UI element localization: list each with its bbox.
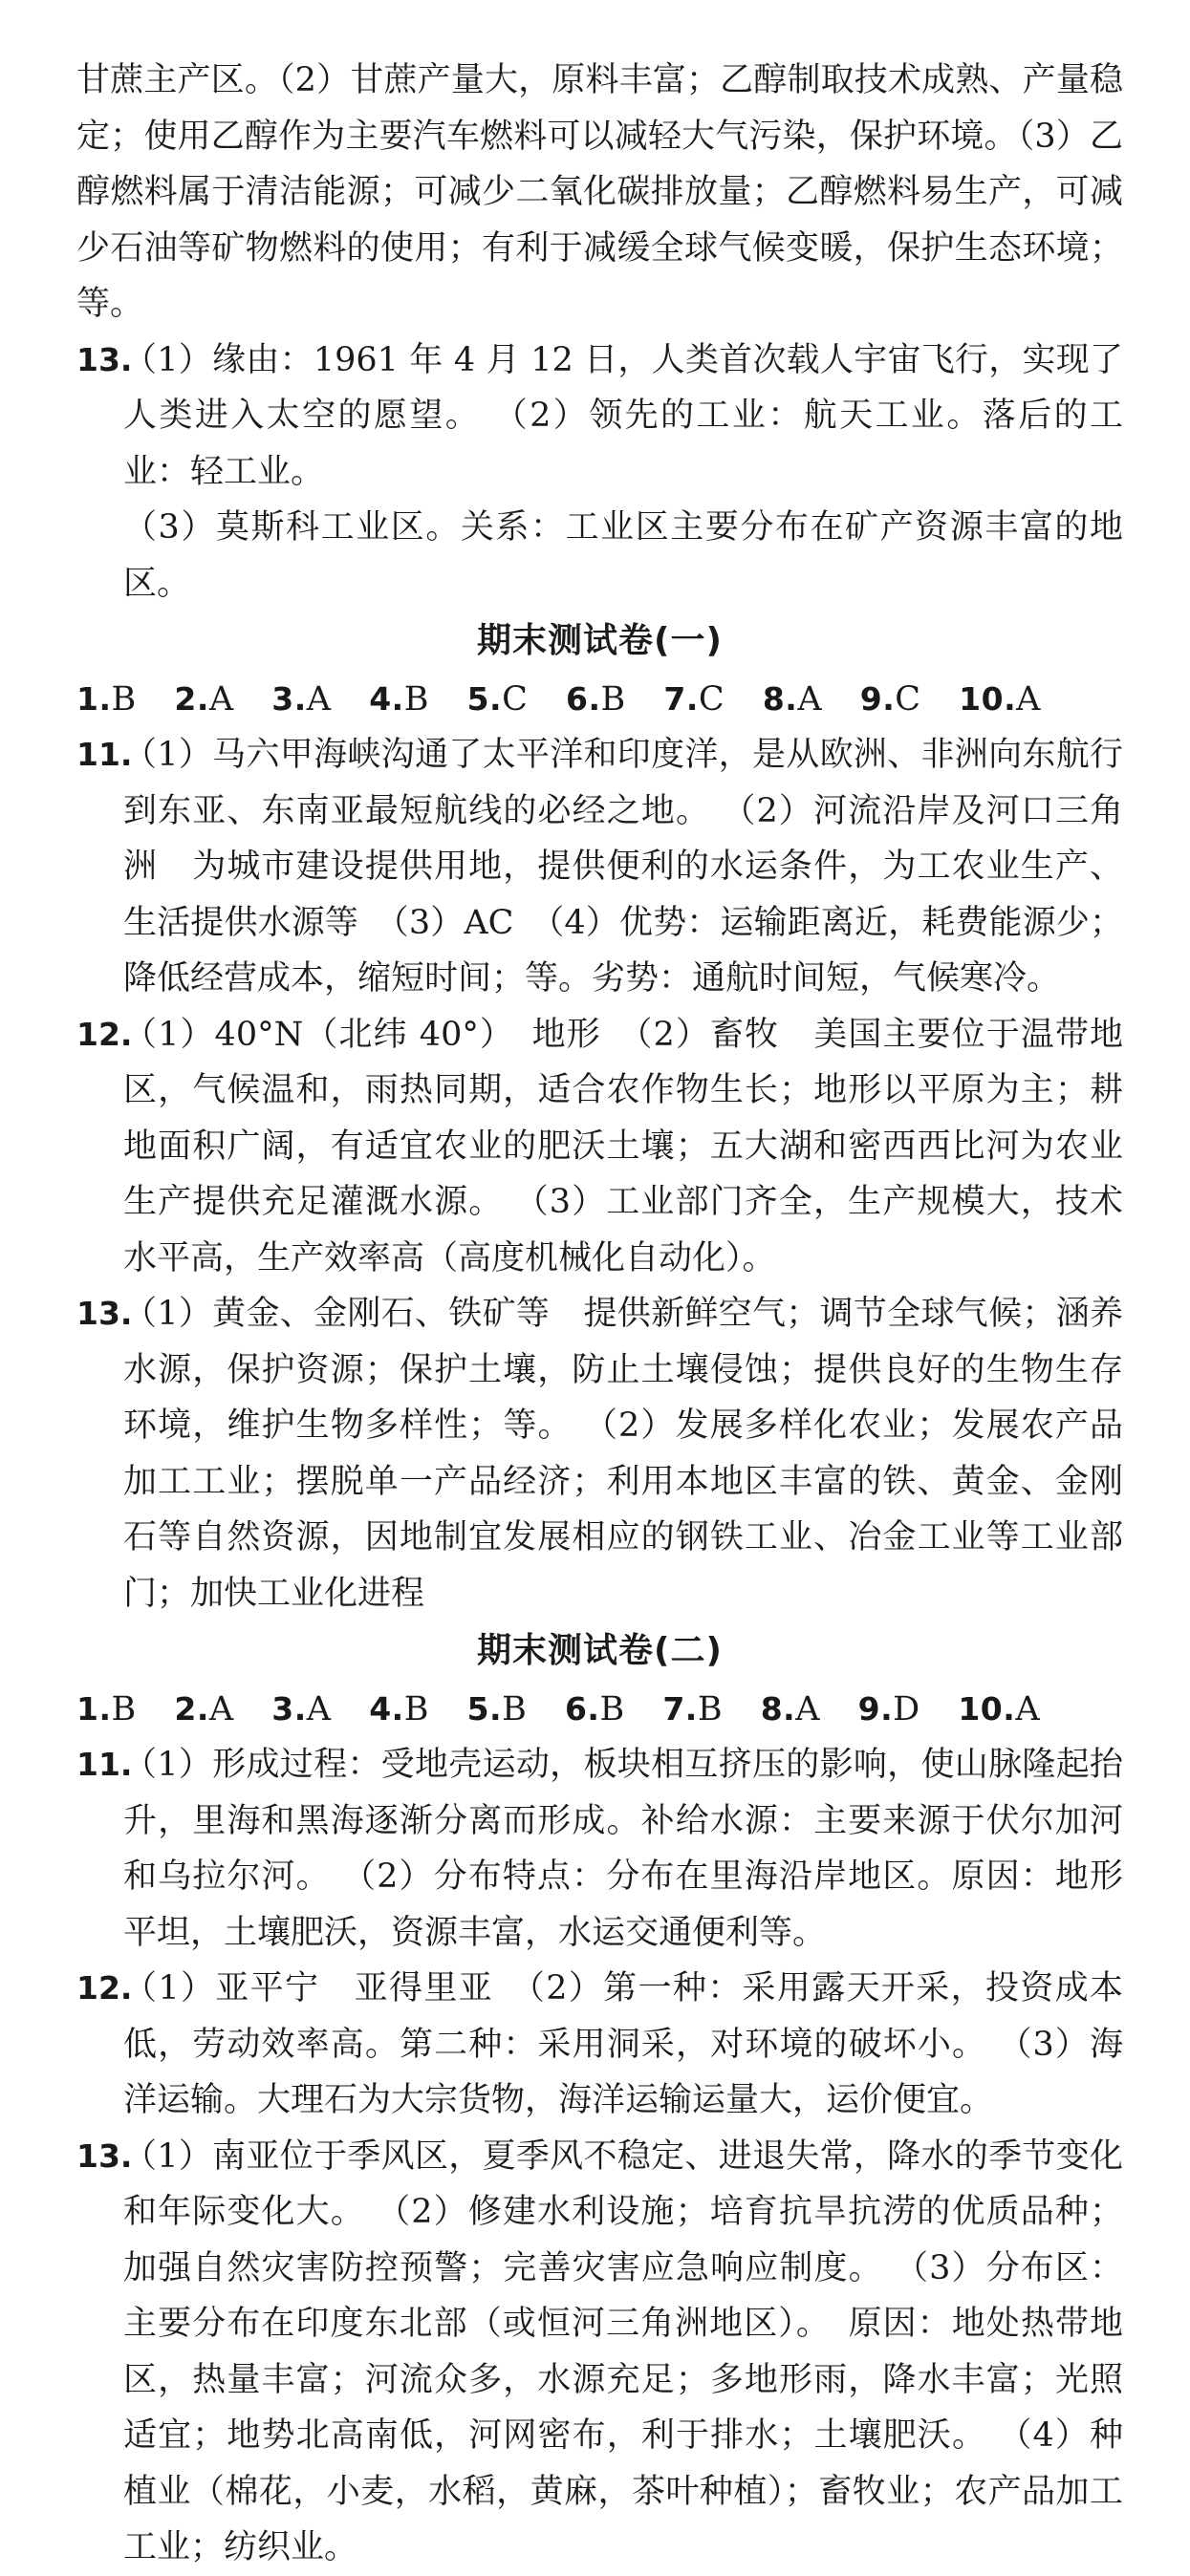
mcq-answers-exam-1 <box>76 672 1123 728</box>
top-continuation-paragraph <box>76 53 1123 333</box>
mcq-answer: 7.B <box>662 1689 724 1728</box>
exam-1-question-12 <box>76 1007 1123 1287</box>
mcq-answer: 1.B <box>76 1689 137 1728</box>
mcq-answer: 7.C <box>663 679 725 719</box>
exam-1-question-13 <box>76 1286 1123 1621</box>
answer-text: （1）马六甲海峡沟通了太平洋和印度洋，是从欧洲、非洲向东航行到东亚、东南亚最短航线的必经之地。 （2）河流沿岸及河口三角洲 为城市建设提供用地，提供便利的水运条件，为工农业生产、生活提供水源等 （3）AC （4）优势：运输距离近，耗费能源少；降低经营成本，缩短时间；等。劣势：通航时间短，气候寒冷。 <box>123 736 1123 998</box>
mcq-answer: 2.A <box>174 679 234 719</box>
mcq-answer: 5.C <box>466 679 529 719</box>
mcq-answer: 3.A <box>271 679 332 719</box>
mcq-answer: 9.D <box>857 1689 920 1728</box>
exam-1-question-11 <box>76 727 1123 1007</box>
continuation-text: 甘蔗主产区。（2）甘蔗产量大，原料丰富；乙醇制取技术成熟、产量稳定；使用乙醇作为主要汽车燃料可以减轻大气污染，保护环境。（3）乙醇燃料属于清洁能源；可减少二氧化碳排放量；乙醇燃料易生产，可减少石油等矿物燃料的使用；有利于减缓全球气候变暖，保护生态环境；等。 <box>76 61 1123 323</box>
question-number: 11. <box>76 1746 133 1783</box>
mcq-answer: 6.B <box>564 1689 625 1728</box>
mcq-answer: 1.B <box>76 679 137 719</box>
mcq-answer: 10.A <box>958 1689 1041 1728</box>
question-number: 12. <box>76 1015 133 1053</box>
exam-2-question-11 <box>76 1737 1123 1961</box>
exam-2-question-12 <box>76 1961 1123 2129</box>
mcq-answer: 4.B <box>369 1689 429 1728</box>
answer-text: （1）黄金、金刚石、铁矿等 提供新鲜空气；调节全球气候；涵养水源，保护资源；保护土壤，防止土壤侵蚀；提供良好的生物生存环境，维护生物多样性；等。 （2）发展多样化农业；发展农产品加工工业；摆脱单一产品经济；利用本地区丰富的铁、黄金、金刚石等自然资源，因地制宜发展相应的钢铁工业、冶金工业等工业部门；加快工业化进程 <box>123 1295 1123 1613</box>
mcq-answers-exam-2 <box>76 1682 1123 1738</box>
exam-2-question-13 <box>76 2129 1123 2576</box>
answer-text: （1）南亚位于季风区，夏季风不稳定、进退失常，降水的季节变化和年际变化大。 （2）修建水利设施；培育抗旱抗涝的优质品种；加强自然灾害防控预警；完善灾害应急响应制度。 （3）分布区：主要分布在印度东北部（或恒河三角洲地区）。 原因：地处热带地区，热量丰富；河流众多，水源充足；多地形雨，降水丰富；光照适宜；地势北高南低，河网密布，利于排水；土壤肥沃。 （4）种植业（棉花，小麦，水稻，黄麻，茶叶种植）；畜牧业；农产品加工工业；纺织业。 <box>123 2136 1123 2566</box>
mcq-answer: 8.A <box>760 1689 820 1728</box>
mcq-answer: 6.B <box>566 679 626 719</box>
answer-text: （1）40°N（北纬 40°） 地形 （2）畜牧 美国主要位于温带地区，气候温和，雨热同期，适合农作物生长；地形以平原为主；耕地面积广阔，有适宜农业的肥沃土壤；五大湖和密西西比河为农业生产提供充足灌溉水源。 （3）工业部门齐全，生产规模大，技术水平高，生产效率高（高度机械化自动化）。 <box>123 1015 1123 1277</box>
section-title-exam-1: 期末测试卷(一) <box>477 621 723 660</box>
mcq-answer: 10.A <box>959 679 1041 719</box>
question-number: 13. <box>76 1295 133 1332</box>
mcq-answer: 4.B <box>369 679 429 719</box>
question-number: 11. <box>76 736 133 773</box>
section-title-exam-2: 期末测试卷(二) <box>477 1631 723 1670</box>
question-13-pre <box>76 333 1123 612</box>
mcq-answer: 2.A <box>174 1689 234 1728</box>
answer-text: （1）缘由：1961 年 4 月 12 日，人类首次载人宇宙飞行，实现了人类进入太空的愿望。 （2）领先的工业：航天工业。落后的工业：轻工业。 <box>123 340 1123 491</box>
question-number: 13. <box>76 2136 133 2175</box>
mcq-answer: 5.B <box>466 1689 528 1728</box>
answer-text-part3: （3）莫斯科工业区。关系：工业区主要分布在矿产资源丰富的地区。 <box>123 508 1123 603</box>
mcq-answer: 3.A <box>271 1689 332 1728</box>
mcq-answer: 8.A <box>762 679 823 719</box>
answer-text: （1）形成过程：受地壳运动，板块相互挤压的影响，使山脉隆起抬升，里海和黑海逐渐分离而形成。补给水源：主要来源于伏尔加河和乌拉尔河。 （2）分布特点：分布在里海沿岸地区。原因：地形平坦，土壤肥沃，资源丰富，水运交通便利等。 <box>123 1746 1123 1952</box>
mcq-answer: 9.C <box>859 679 921 719</box>
answer-text: （1）亚平宁 亚得里亚 （2）第一种：采用露天开采，投资成本低，劳动效率高。第二种：采用洞采，对环境的破坏小。 （3）海洋运输。大理石为大宗货物，海洋运输运量大，运价便宜。 <box>123 1969 1123 2119</box>
question-number: 13. <box>76 340 133 378</box>
question-number: 12. <box>76 1969 133 2007</box>
